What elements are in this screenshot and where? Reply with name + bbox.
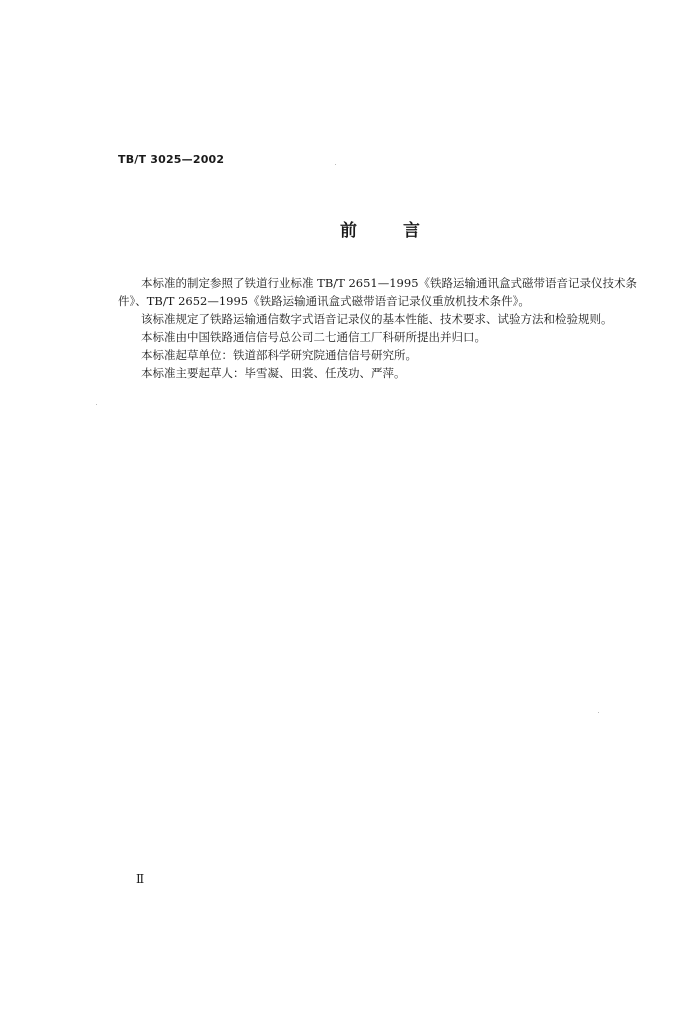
- paragraph-4: 本标准起草单位：铁道部科学研究院通信信号研究所。: [141, 348, 417, 362]
- paragraph-5: 本标准主要起草人：毕雪凝、田裳、任茂功、严萍。: [141, 366, 406, 380]
- scan-speck: [335, 164, 336, 165]
- title-char-1: 前: [340, 221, 357, 241]
- scan-speck: [598, 712, 599, 713]
- paragraph-1-line-2: 件》、TB/T 2652—1995《铁路运输通讯盒式磁带语音记录仪重放机技术条件》。: [118, 294, 530, 308]
- title-char-2: 言: [403, 221, 420, 241]
- standard-number: TB/T 3025—2002: [118, 153, 225, 166]
- paragraph-3: 本标准由中国铁路通信信号总公司二七通信工厂科研所提出并归口。: [141, 330, 486, 344]
- preface-body: [118, 274, 640, 382]
- paragraph-2: 该标准规定了铁路运输通信数字式语音记录仪的基本性能、技术要求、试验方法和检验规则。: [141, 312, 613, 326]
- paragraph-1-line-1: 本标准的制定参照了铁道行业标准 TB/T 2651—1995《铁路运输通讯盒式磁带语音记录仪技术条: [141, 276, 638, 290]
- page-title: [340, 216, 420, 241]
- page-number: Ⅱ: [136, 872, 145, 886]
- scan-speck: [96, 404, 97, 405]
